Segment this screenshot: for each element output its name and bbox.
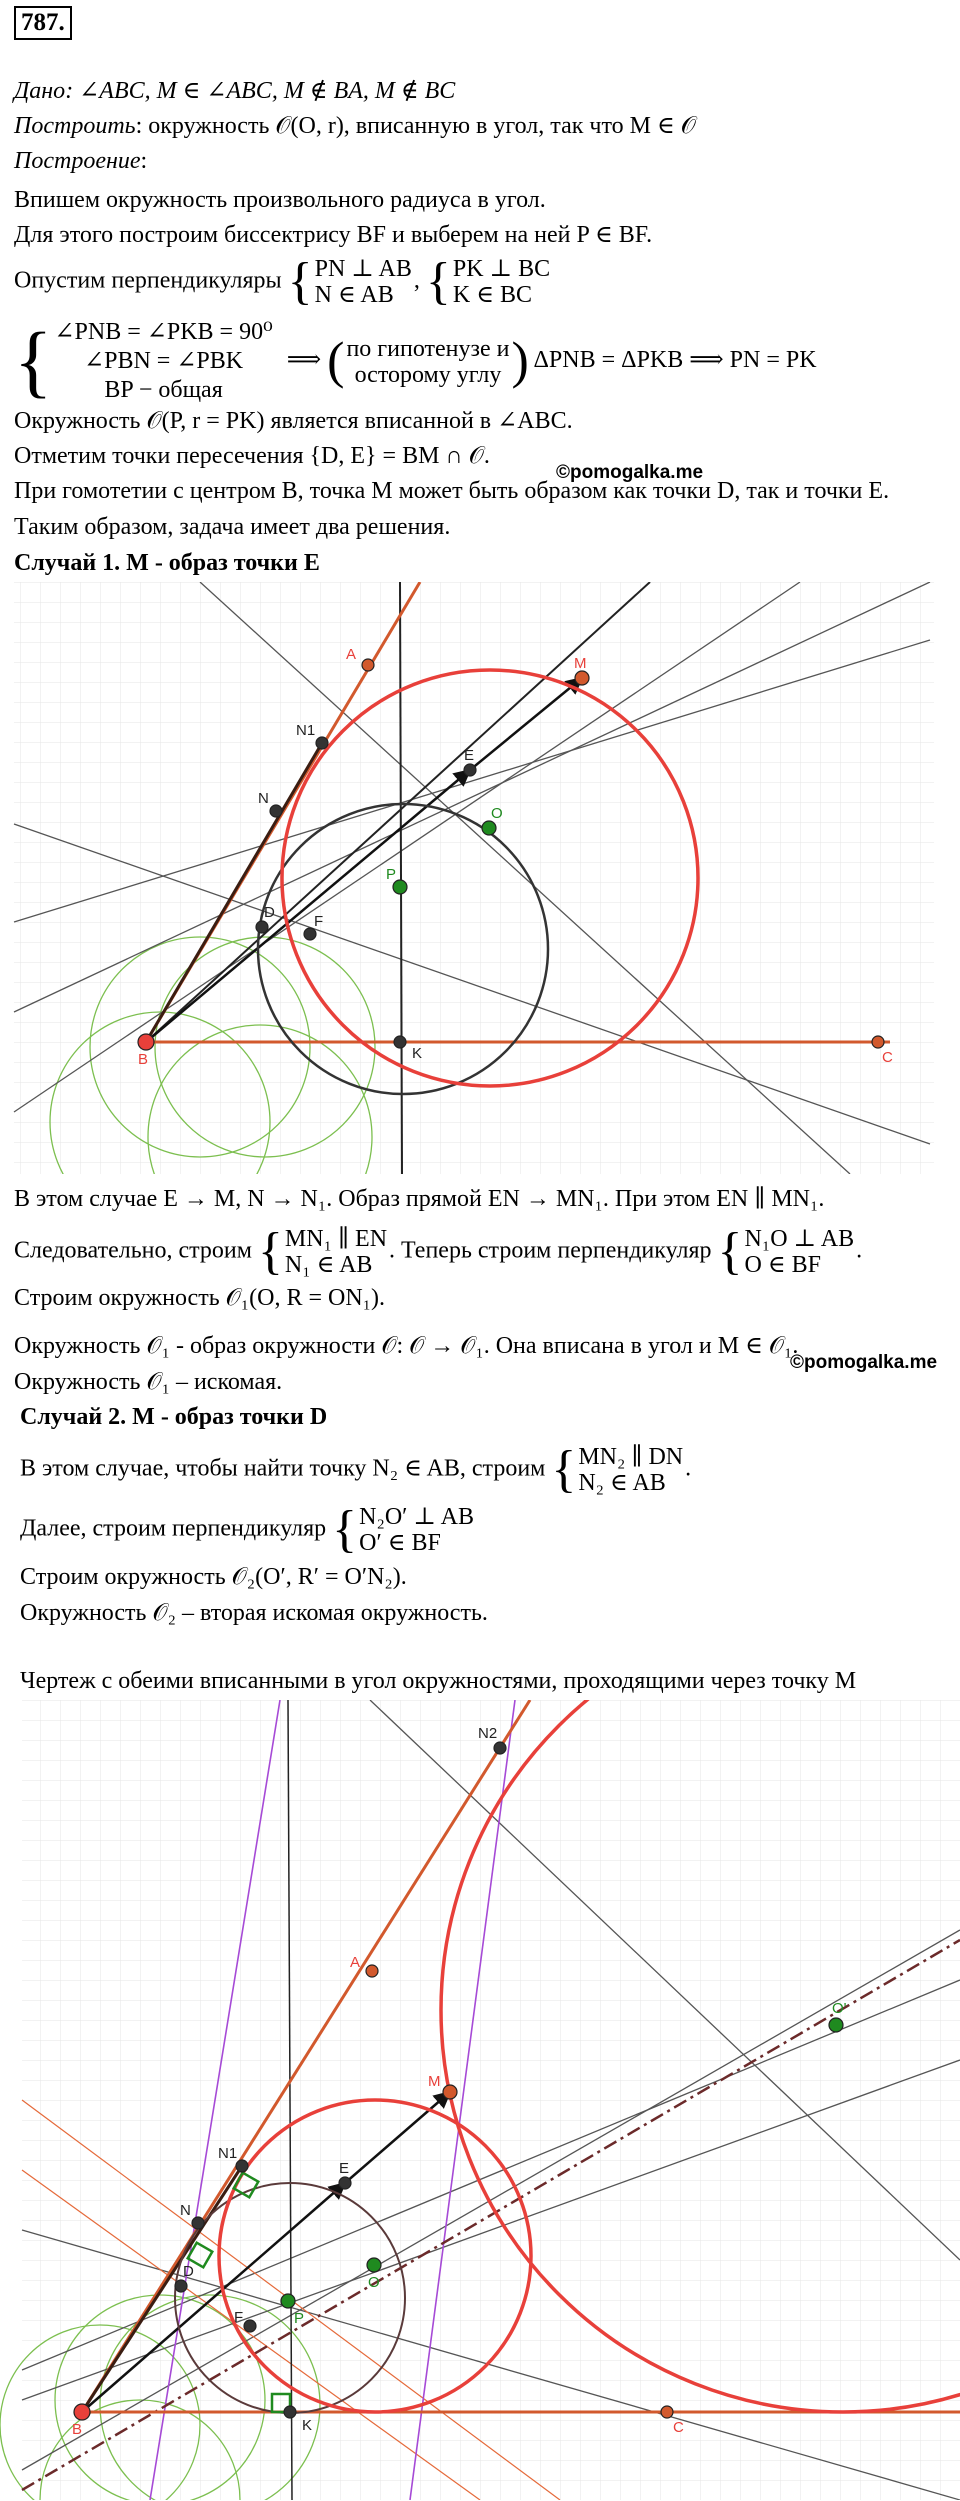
final-caption: Чертеж с обеими вписанными в угол окружностями, проходящими через точку M [20,1668,857,1694]
point-label-p: P [294,2310,305,2327]
point-label-f: F [314,913,324,930]
figure-both-circles [0,1700,960,2500]
construct-text: : окружность 𝒪(O, r), вписанную в угол, так что M ∈ 𝒪 [135,113,696,139]
point-label-o: O [368,2274,380,2291]
point-a [366,1965,378,1977]
point-label-p: P [386,866,397,883]
case2-line-3: Строим окружность 𝒪₂(O′, R′ = O′N₂). [20,1564,407,1590]
point-a [362,659,374,671]
equality-system: {∠PNB = ∠PKB = 90⁰ ∠PBN = ∠PBK BP − общая ⟹ (по гипотенузе и осторому углу ) ΔPNB = ΔPKB ⟹ PN = PK [14,317,817,406]
point-n2 [494,1742,506,1754]
point-b [138,1034,154,1050]
point-o-prime [829,2018,843,2032]
point-label-c: C [882,1049,893,1066]
figure-case-1 [0,582,960,1174]
point-n1 [236,2160,248,2172]
point-label-e: E [339,2160,350,2177]
point-k [284,2406,296,2418]
point-label-d: D [264,904,275,921]
point-label-o: O [491,805,503,822]
point-label-n2: N2 [478,1725,498,1742]
point-label-n: N [180,2202,191,2219]
case2-line-4: Окружность 𝒪₂ – вторая искомая окружность. [20,1600,488,1626]
given-line [14,76,455,106]
case1-title: Случай 1. M - образ точки E [14,550,320,576]
text-line-1: Впишем окружность произвольного радиуса в угол. [14,187,546,213]
text-line-2: Для этого построим биссектрису BF и выберем на ней P ∈ BF. [14,222,653,248]
point-c [872,1036,884,1048]
point-label-m: M [574,655,587,672]
text-line-6: Таким образом, задача имеет два решения. [14,514,451,540]
point-m [443,2085,457,2099]
problem-number: 787. [14,6,72,40]
point-o [482,821,496,835]
point-label-f: F [234,2309,244,2326]
point-label-k: K [302,2417,313,2434]
point-label-n1: N1 [218,2145,238,2162]
point-m [575,671,589,685]
point-p [281,2294,295,2308]
watermark: ©pomogalka.me [556,462,704,483]
case2-line-1: В этом случае, чтобы найти точку N₂ ∈ AB, строим {MN₂ ∥ DN N₂ ∈ AB. [20,1441,692,1498]
point-d [175,2280,187,2292]
point-e [464,764,476,776]
point-label-a: A [346,646,357,663]
point-label-m: M [428,2073,441,2090]
construct-line [14,111,696,141]
given-text: : ∠ABC, M ∈ ∠ABC, M ∉ BA, M ∉ BC [65,78,456,104]
point-label-b: B [138,1051,149,1068]
point-label-b: B [72,2421,83,2438]
construction-label: Построение: [14,148,148,174]
case1-line-5: Окружность 𝒪₁ – искомая. [14,1369,283,1395]
text-line-3: Окружность 𝒪(P, r = PK) является вписанной в ∠ABC. [14,408,573,434]
point-label-n1: N1 [296,722,316,739]
point-label-o-prime: O' [832,2000,847,2017]
case1-line-3: Строим окружность 𝒪₁(O, R = ON₁). [14,1285,386,1311]
point-e [339,2177,351,2189]
case1-line-2: Следовательно, строим {MN₁ ∥ EN N₁ ∈ AB. Теперь строим перпендикуляр {N₁O ⊥ AB O ∈ BF. [14,1223,863,1280]
point-o [367,2258,381,2272]
point-b [74,2404,90,2420]
case2-title: Случай 2. M - образ точки D [20,1404,328,1430]
case2-line-2: Далее, строим перпендикуляр {N₂O′ ⊥ AB O′ ∈ BF [20,1501,474,1558]
point-n [270,805,282,817]
point-label-d: D [183,2263,194,2280]
point-label-n: N [258,790,269,807]
construct-label: Построить [14,113,136,139]
text-line-4: Отметим точки пересечения {D, E} = BM ∩ 𝒪. [14,443,490,469]
point-d [256,921,268,933]
point-label-c: C [673,2419,684,2436]
given-label: Дано [14,78,66,104]
watermark-2: ©pomogalka.me [790,1352,938,1373]
point-label-k: K [412,1045,423,1062]
text-line-5: При гомотетии с центром B, точка M может быть образом как точки D, так и точки E. [14,478,890,504]
point-n [192,2217,204,2229]
perpendiculars-line: Опустим перпендикуляры {PN ⊥ AB N ∈ AB, {PK ⊥ BC K ∈ BC [14,253,551,310]
point-n1 [316,737,328,749]
point-k [394,1036,406,1048]
case1-line-1: В этом случае E → M, N → N₁. Образ прямой EN → MN₁. При этом EN ∥ MN₁. [14,1186,825,1212]
point-label-e: E [464,747,475,764]
point-f [244,2320,256,2332]
point-c [661,2406,673,2418]
point-label-a: A [350,1954,361,1971]
case1-line-4: Окружность 𝒪₁ - образ окружности 𝒪: 𝒪 → 𝒪₁. Она вписана в угол и M ∈ 𝒪₁. [14,1333,799,1359]
